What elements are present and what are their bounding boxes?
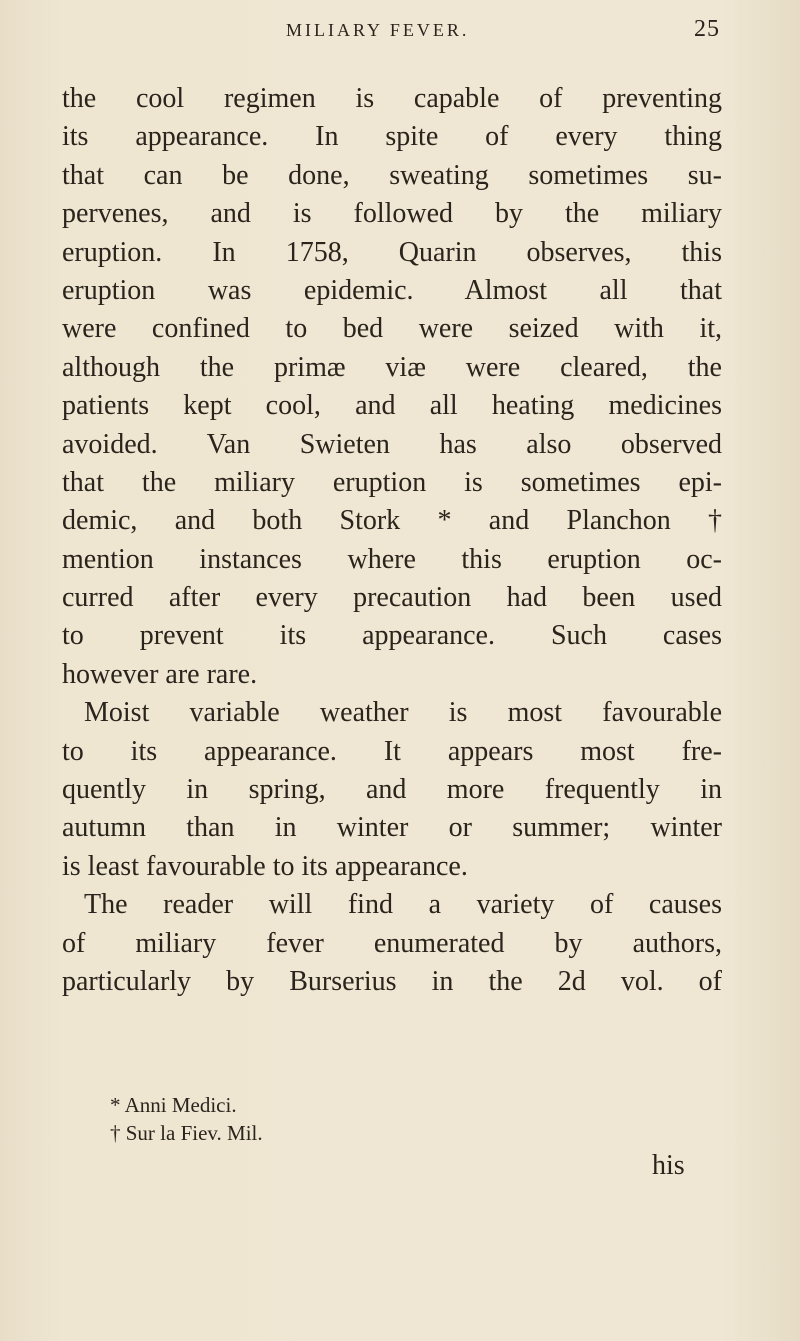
catchword: his <box>652 1150 685 1181</box>
running-head <box>120 10 720 50</box>
text-line: avoided. Van Swieten has also observed <box>62 428 722 460</box>
text-line: its appearance. In spite of every thing <box>62 121 722 153</box>
text-line: curred after every precaution had been used <box>62 582 722 614</box>
footnote: * Anni Medici. <box>110 1093 237 1117</box>
text-line: mention instances where this eruption oc- <box>62 543 722 575</box>
running-title: MILIARY FEVER. <box>286 20 470 40</box>
text-line: eruption. In 1758, Quarin observes, this <box>62 236 722 268</box>
page-number: 25 <box>694 16 720 42</box>
footnotes <box>110 1091 610 1147</box>
text-line: is least favourable to its appearance. <box>62 850 468 882</box>
text-line: that the miliary eruption is sometimes epi- <box>62 466 722 498</box>
footnote: † Sur la Fiev. Mil. <box>110 1121 263 1145</box>
text-line: the cool regimen is capable of preventing <box>62 83 722 114</box>
text-line: however are rare. <box>62 658 258 690</box>
text-line: of miliary fever enumerated by authors, <box>62 927 722 959</box>
text-line: Moist variable weather is most favourable <box>84 697 722 729</box>
text-line: The reader will find a variety of causes <box>84 889 722 921</box>
text-line: to its appearance. It appears most fre- <box>62 735 722 767</box>
body-text <box>62 80 722 1001</box>
text-line: although the primæ viæ were cleared, the <box>62 351 722 383</box>
text-line: particularly by Burserius in the 2d vol. of <box>62 965 722 997</box>
text-line: demic, and both Stork * and Planchon † <box>62 505 722 537</box>
text-line: patients kept cool, and all heating medicines <box>62 390 722 422</box>
text-line: pervenes, and is followed by the miliary <box>62 198 722 230</box>
text-line: eruption was epidemic. Almost all that <box>62 274 722 306</box>
text-line: autumn than in winter or summer; winter <box>62 812 722 844</box>
text-line: that can be done, sweating sometimes su- <box>62 159 722 191</box>
text-line: to prevent its appearance. Such cases <box>62 620 722 652</box>
text-line: quently in spring, and more frequently in <box>62 774 722 806</box>
text-line: were confined to bed were seized with it, <box>62 313 722 345</box>
